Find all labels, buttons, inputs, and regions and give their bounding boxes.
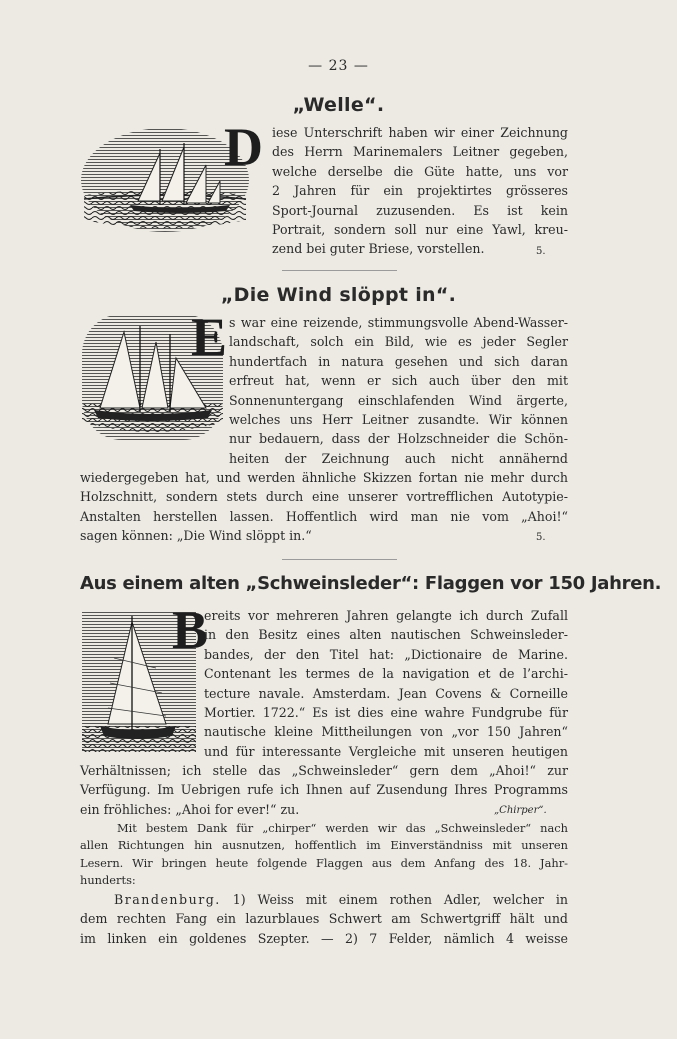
text-line: in den Besitz eines alten nautischen Schweinsleder- (204, 627, 568, 643)
flag-entry-brandenburg (80, 890, 568, 948)
text-line: und für interessante Vergleiche mit unseren heutigen (204, 743, 568, 759)
drop-cap-e: E (191, 307, 228, 367)
text-line: s war eine reizende, stimmungsvolle Abend-Wasser- (229, 315, 568, 330)
text-line: heiten der Zeichnung auch nicht annähernd (229, 450, 568, 466)
text-line: Portrait, sondern soll nur eine Yawl, kreu- (272, 222, 568, 238)
text-line: Mortier. 1722.“ Es ist dies eine wahre Fundgrube für (204, 705, 568, 721)
section-heading-welle: „Welle“. (292, 94, 385, 116)
signature-welle: 5. (536, 246, 546, 257)
section-heading-wind: „Die Wind slöppt in“. (220, 284, 457, 306)
drop-cap-b: B (172, 600, 209, 660)
text-line: nautische kleine Mittheilungen von „vor 150 Jahren“ (204, 724, 568, 740)
text-line: Holzschnitt, sondern stets durch eine unserer vortrefflichen Autotypie- (80, 489, 568, 505)
divider (282, 559, 397, 560)
text-line: Lesern. Wir bringen heute folgende Flaggen aus dem Anfang des 18. Jahr- (80, 855, 568, 870)
text-line: Verfügung. Im Uebrigen rufe ich Ihnen auf Zusendung Ihres Programms (80, 782, 568, 798)
text-line: Anstalten herstellen lassen. Hoffentlich wird man nie vom „Ahoi!“ (80, 508, 568, 524)
text-line: bandes, der den Titel hat: „Dictionaire de Marine. (204, 646, 568, 662)
text-line (80, 890, 568, 909)
text-line: im linken ein goldenes Szepter. — 2) 7 Felder, nämlich 4 weisse (80, 930, 568, 946)
page-number: — 23 — (308, 58, 369, 74)
text-line: hundertfach in natura gesehen und sich daran (229, 353, 568, 369)
paragraph-wind-wrapped (229, 313, 568, 468)
text-line: 2 Jahren für ein projektirtes grösseres (272, 183, 568, 199)
text-line: tecture navale. Amsterdam. Jean Covens & Corneille (204, 685, 568, 701)
text-line: wiedergegeben hat, und werden ähnliche Skizzen fortan nie mehr durch (80, 470, 568, 485)
text-line: Mit bestem Dank für „chirper“ werden wir das „Schweinsleder“ nach (117, 821, 568, 835)
signature-chirper: „Chirper“. (494, 805, 547, 816)
signature-wind: 5. (536, 532, 546, 543)
text-line: welches uns Herr Leitner zusandte. Wir können (229, 412, 568, 428)
text-line: Verhältnissen; ich stelle das „Schweinsleder“ gern dem „Ahoi!“ zur (80, 763, 568, 778)
paragraph-flaggen-wrapped (204, 606, 568, 761)
text-line: Sport-Journal zuzusenden. Es ist kein (272, 202, 568, 218)
text-line: nur bedauern, dass der Holzschneider die Schön- (229, 431, 568, 447)
flag-entry-text: 1) Weiss mit einem rothen Adler, welcher in (232, 892, 568, 907)
divider (282, 270, 397, 271)
text-line: allen Richtungen hin ausnutzen, hoffentlich im Einverständniss mit unseren (80, 838, 568, 853)
text-line: ereits vor mehreren Jahren gelangte ich durch Zufall (204, 608, 568, 623)
text-line: Contenant les termes de la navigation et de l’archi- (204, 666, 568, 682)
flag-entry-label: Brandenburg. (114, 892, 221, 907)
text-line: dem rechten Fang ein lazurblaues Schwert am Schwertgriff hält und (80, 911, 568, 927)
text-line: ein fröhliches: „Ahoi for ever!“ zu. (80, 801, 300, 817)
text-line: Sonnenuntergang einschlafenden Wind ärgerte, (229, 392, 568, 408)
text-line: iese Unterschrift haben wir einer Zeichnung (272, 125, 568, 140)
text-line: landschaft, solch ein Bild, wie es jeder Segler (229, 334, 568, 350)
text-line: des Herrn Marinemalers Leitner gegeben, (272, 144, 568, 160)
text-line: zend bei guter Briese, vorstellen. (272, 241, 485, 257)
section-heading-flaggen: Aus einem alten „Schweinsleder“: Flaggen vor 150 Jahren. (80, 573, 662, 594)
drop-cap-d: D (224, 117, 263, 177)
paragraph-welle (272, 123, 568, 259)
text-line: sagen können: „Die Wind slöppt in.“ (80, 528, 312, 544)
text-line: hunderts: (80, 872, 136, 887)
text-line: erfreut hat, wenn er sich auch über den mit (229, 373, 568, 389)
editorial-note (80, 820, 568, 889)
text-line: welche derselbe die Güte hatte, uns vor (272, 163, 568, 179)
paragraph-wind-full (80, 468, 568, 546)
